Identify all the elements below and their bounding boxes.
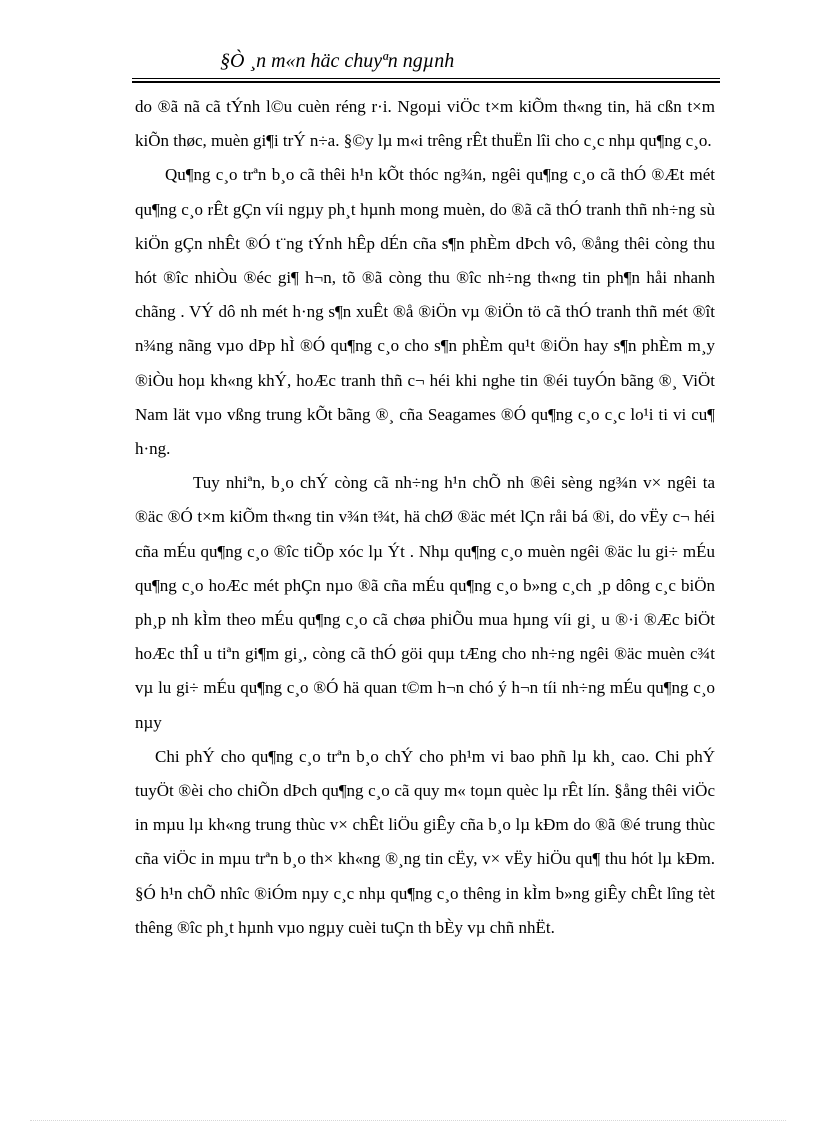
footer-dotted-rule <box>30 1120 786 1121</box>
paragraph-2: Qu¶ng c¸o trªn b¸o cã thêi h¹n kÕt thóc ng¾n, ngêi qu¶ng c¸o cã thÓ ®Æt mét qu¶ng c¸o rÊt gÇn víi ngµy ph¸t hµnh mong muèn, do ®ã cã thÓ tranh thñ nh÷ng sù kiÖn gÇn nhÊt ®Ó t¨ng tÝnh hÊp dÉn cña s¶n phÈm dÞch vô, ®ång thêi còng thu hót ®îc nhiÒu ®éc gi¶ h¬n, tõ ®ã còng thu ®îc nh÷ng th«ng tin ph¶n håi nhanh chãng . VÝ dô nh mét h·ng s¶n xuÊt ®å ®iÖn vµ ®iÖn tö cã thÓ tranh thñ mét ®ît n¾ng nãng vµo dÞp hÌ ®Ó qu¶ng c¸o cho s¶n phÈm qu¹t ®iÖn hay s¶n phÈm m¸y ®iÒu hoµ kh«ng khÝ, hoÆc tranh thñ c¬ héi khi nghe tin ®éi tuyÓn bãng ®¸ ViÖt Nam lät vµo vßng trung kÕt bãng ®¸ cña Seagames ®Ó qu¶ng c¸o c¸c lo¹i ti vi cu¶ h·ng. <box>135 165 715 459</box>
paragraph-1: do ®ã nã cã tÝnh l©u cuèn réng r·i. Ngoµi viÖc t×m kiÕm th«ng tin, hä cßn t×m kiÕn thøc, muèn gi¶i trÝ n÷a. §©y lµ m«i trêng rÊt thuËn lîi cho c¸c nhµ qu¶ng c¸o. <box>135 97 715 151</box>
paragraph-4: Chi phÝ cho qu¶ng c¸o trªn b¸o chÝ cho ph¹m vi bao phñ lµ kh¸ cao. Chi phÝ tuyÖt ®èi cho chiÕn dÞch qu¶ng c¸o cã quy m« toµn quèc lµ rÊt lín. §ång thêi viÖc in mµu lµ kh«ng trung thùc v× chÊt liÖu giÊy cña b¸o lµ kÐm do ®ã ®é trung thùc cña viÖc in mµu trªn b¸o th× kh«ng ®¸ng tin cËy, v× vËy hiÖu qu¶ thu hót lµ kÐm. §Ó h¹n chÕ nhîc ®iÓm nµy c¸c nhµ qu¶ng c¸o thêng in kÌm b»ng giÊy chÊt lîng tèt thêng ®îc ph¸t hµnh vµo ngµy cuèi tuÇn th bÈy vµ chñ nhËt. <box>135 746 715 937</box>
body-text <box>135 90 715 945</box>
paragraph-3: Tuy nhiªn, b¸o chÝ còng cã nh÷ng h¹n chÕ nh ®êi sèng ng¾n v× ngêi ta ®äc ®Ó t×m kiÕm th«ng tin v¾n t¾t, hä chØ ®äc mét lÇn råi bá ®i, do vËy c¬ héi cña mÉu qu¶ng c¸o ®îc tiÕp xóc lµ Ýt . Nhµ qu¶ng c¸o muèn ngêi ®äc lu gi÷ mÉu qu¶ng c¸o hoÆc mét phÇn nµo ®ã cña mÉu qu¶ng c¸o b»ng c¸ch ¸p dông c¸c biÖn ph¸p nh kÌm theo mÉu qu¶ng c¸o cã chøa phiÕu mua hµng víi gi¸ u ®·i ®Æc biÖt hoÆc thÎ u tiªn gi¶m gi¸, còng cã thÓ göi quµ tÆng cho nh÷ng ngêi ®äc muèn c¾t vµ lu gi÷ mÉu qu¶ng c¸o ®Ó hä quan t©m h¬n chó ý h¬n tíi nh÷ng mÉu qu¶ng c¸o nµy <box>135 473 715 732</box>
header-rule-thick <box>132 81 720 83</box>
header-rule-thin <box>132 78 720 79</box>
page-header <box>132 46 720 86</box>
header-title: §Ò ¸n m«n häc chuyªn ngµnh <box>220 50 455 72</box>
